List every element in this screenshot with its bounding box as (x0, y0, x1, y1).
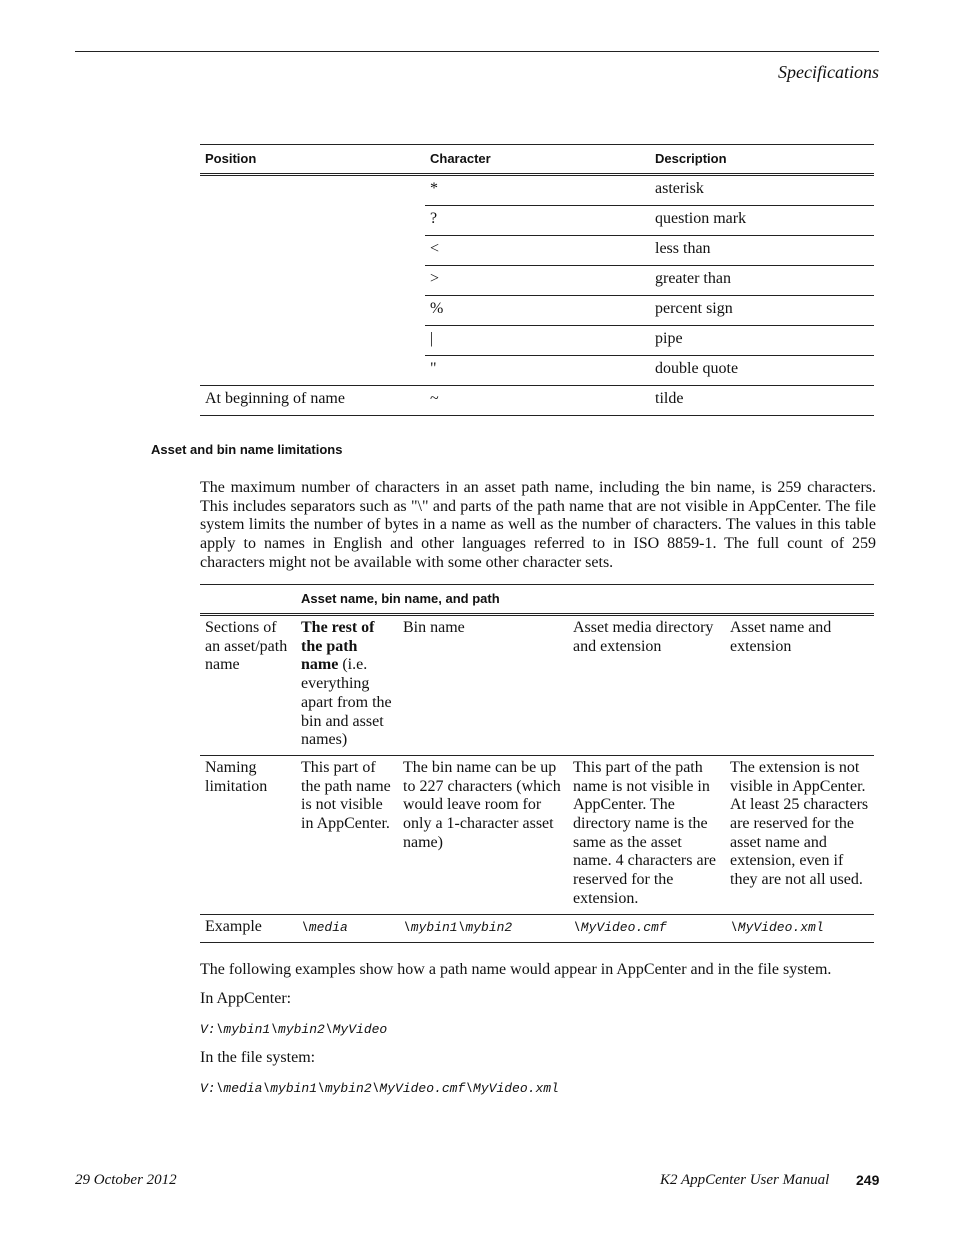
description-cell: percent sign (650, 296, 874, 326)
page-number: 249 (856, 1172, 880, 1188)
rest-of-path-bold: The rest of the path name (301, 619, 375, 674)
asset-name-example (725, 914, 874, 943)
media-directory-limitation: This part of the path name is not visible in AppCenter. The directory name is the same as the asset name. 4 characters are reserved for the extension. (568, 755, 725, 914)
description-cell: tilde (650, 386, 874, 416)
position-cell (200, 296, 425, 326)
media-directory-cell: Asset media directory and extension (568, 615, 725, 756)
table-row (200, 615, 874, 756)
character-cell: " (425, 356, 650, 386)
table-row (200, 356, 874, 386)
description-cell: less than (650, 236, 874, 266)
table-row (200, 175, 874, 206)
description-cell: double quote (650, 356, 874, 386)
example-code: \MyVideo.cmf (573, 919, 667, 935)
rest-of-path-cell (296, 615, 398, 756)
examples-intro: The following examples show how a path name would appear in AppCenter and in the file system. (200, 961, 832, 978)
column-header-empty (200, 585, 296, 615)
column-header-position: Position (200, 145, 425, 175)
position-cell (200, 206, 425, 236)
invalid-characters-table (200, 144, 874, 416)
rest-of-path-example (296, 914, 398, 943)
position-cell (200, 175, 425, 206)
character-cell: ~ (425, 386, 650, 416)
table-row (200, 386, 874, 416)
footer-title: K2 AppCenter User Manual (660, 1172, 830, 1188)
appcenter-path: V:\mybin1\mybin2\MyVideo (200, 1022, 388, 1037)
character-cell: ? (425, 206, 650, 236)
table-row (200, 266, 874, 296)
position-cell (200, 326, 425, 356)
example-code: \MyVideo.xml (730, 919, 824, 935)
row-label-naming-limitation: Naming limitation (200, 755, 296, 914)
appcenter-label: In AppCenter: (200, 990, 292, 1007)
position-cell: At beginning of name (200, 386, 425, 416)
footer-date: 29 October 2012 (75, 1172, 177, 1188)
table-row (200, 914, 874, 943)
table-row (200, 206, 874, 236)
column-header-asset-name-path: Asset name, bin name, and path (296, 585, 874, 615)
row-label-sections: Sections of an asset/path name (200, 615, 296, 756)
character-cell: * (425, 175, 650, 206)
position-cell (200, 266, 425, 296)
character-cell: < (425, 236, 650, 266)
rest-of-path-note: (i.e. everything apart from the bin and asset names) (301, 656, 392, 749)
description-cell: greater than (650, 266, 874, 296)
filesystem-path: V:\media\mybin1\mybin2\MyVideo.cmf\MyVideo.xml (200, 1081, 559, 1096)
section-heading: Asset and bin name limitations (151, 442, 343, 457)
position-cell (200, 236, 425, 266)
table-header-row (200, 145, 874, 175)
running-head: Specifications (778, 62, 879, 82)
bin-name-example (398, 914, 568, 943)
rest-of-path-limitation: This part of the path name is not visible in AppCenter. (296, 755, 398, 914)
row-label-example: Example (200, 914, 296, 943)
bin-name-limitation: The bin name can be up to 227 characters (which would leave room for only a 1-character asset name) (398, 755, 568, 914)
table-row (200, 755, 874, 914)
column-header-description: Description (650, 145, 874, 175)
example-code: \media (301, 919, 348, 935)
description-cell: question mark (650, 206, 874, 236)
filesystem-label: In the file system: (200, 1049, 316, 1066)
header-rule (75, 51, 879, 52)
bin-name-cell: Bin name (398, 615, 568, 756)
limitations-paragraph: The maximum number of characters in an asset path name, including the bin name, is 259 characters. This includes separators such as "\" and parts of the path name that are not visible in AppCenter. The file system limits the number of bytes in a name as well as the number of characters. The values in this table apply to names in English and other languages referred to in ISO 8859-1. The full count of 259 characters might not be available with some other character sets. (200, 479, 876, 571)
example-code: \mybin1\mybin2 (403, 919, 513, 935)
asset-name-cell: Asset name and extension (725, 615, 874, 756)
table-row (200, 236, 874, 266)
position-cell (200, 356, 425, 386)
table-header-row (200, 585, 874, 615)
media-directory-example (568, 914, 725, 943)
table-row (200, 296, 874, 326)
column-header-character: Character (425, 145, 650, 175)
character-cell: | (425, 326, 650, 356)
asset-name-limitation: The extension is not visible in AppCenter. At least 25 characters are reserved for the asset name and extension, even if they are not all used. (725, 755, 874, 914)
description-cell: pipe (650, 326, 874, 356)
character-cell: % (425, 296, 650, 326)
path-name-table (200, 584, 874, 943)
character-cell: > (425, 266, 650, 296)
description-cell: asterisk (650, 175, 874, 206)
table-row (200, 326, 874, 356)
